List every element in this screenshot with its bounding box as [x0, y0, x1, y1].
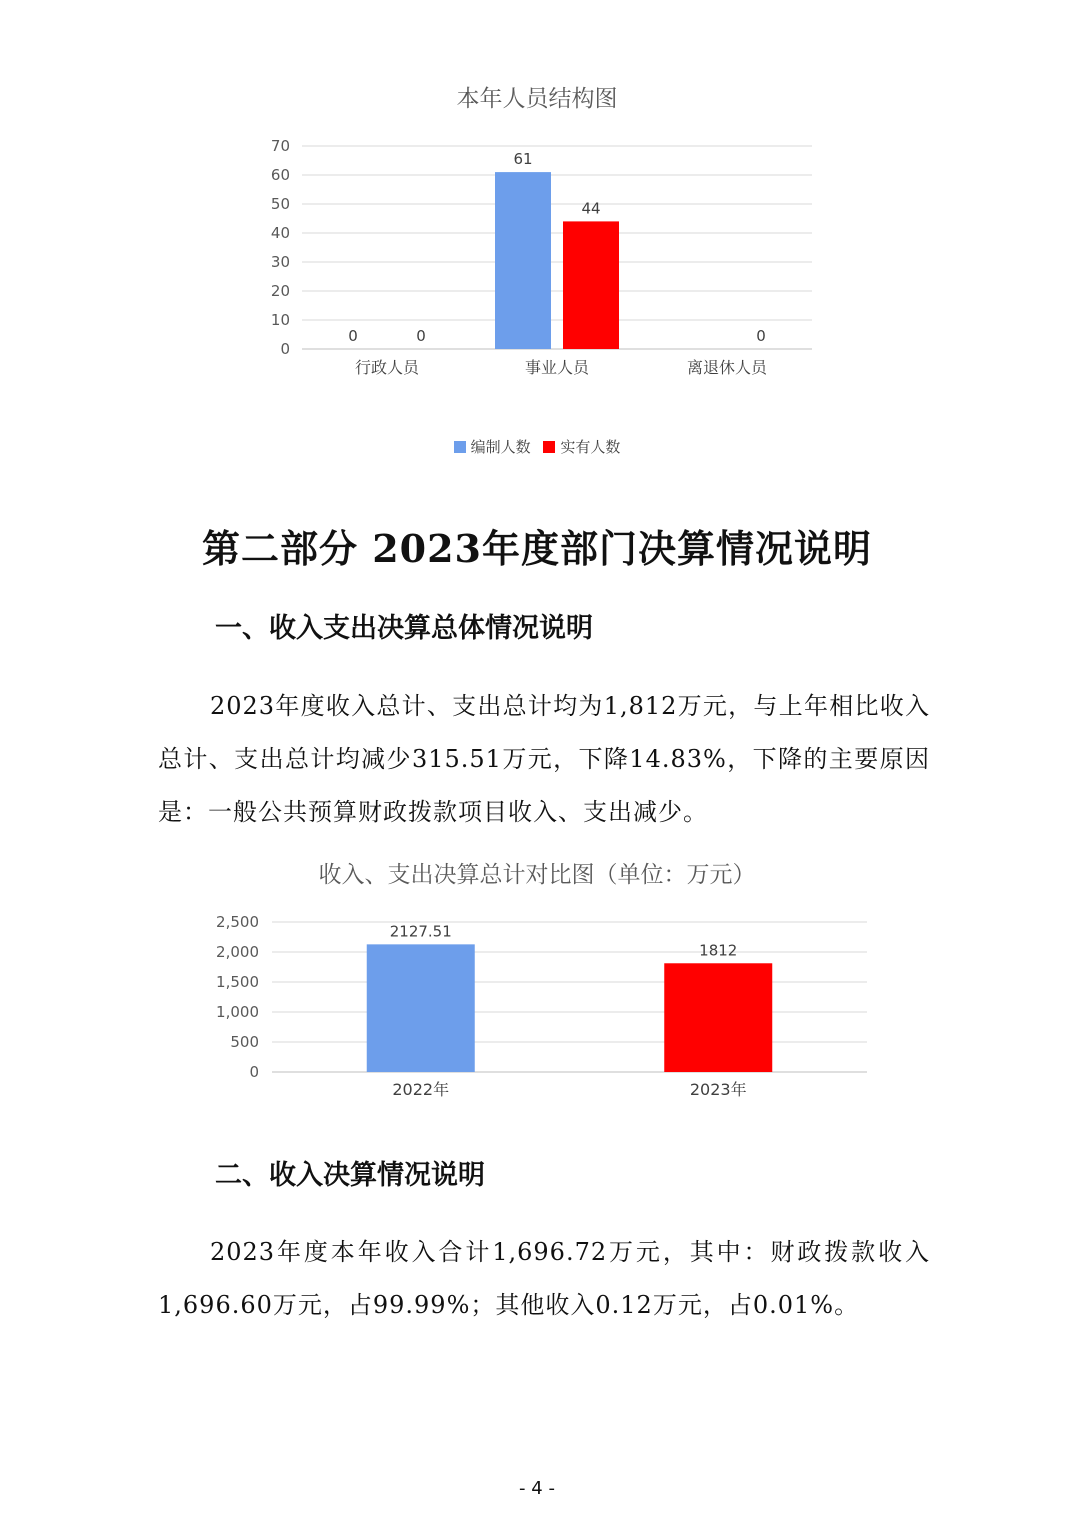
section1-title: 一、收入支出决算总体情况说明	[215, 613, 593, 644]
chart1-bar	[563, 221, 619, 349]
section1-body: 2023年度收入总计、支出总计均为1,812万元，与上年相比收入总计、支出总计均减少315.51万元，下降14.83%，下降的主要原因是：一般公共预算财政拨款项目收入、支出减少。	[158, 692, 930, 826]
chart2-data-label: 2127.51	[389, 922, 452, 941]
chart1-data-label: 0	[416, 327, 426, 345]
chart2-data-label: 1812	[699, 941, 738, 960]
chart1-data-label: 44	[581, 199, 601, 218]
section2-body: 2023年度本年收入合计1,696.72万元，其中：财政拨款收入1,696.60万元，占99.99%；其他收入0.12万元，占0.01%。	[158, 1238, 930, 1319]
chart2-title: 收入、支出决算总计对比图（单位：万元）	[318, 862, 756, 888]
chart1-ytick-label: 0	[280, 340, 290, 358]
chart2-ytick-label: 500	[230, 1033, 259, 1051]
chart2-bar	[367, 944, 475, 1072]
legend-label-authorized: 编制人数	[470, 438, 531, 456]
legend-label-actual: 实有人数	[560, 438, 621, 456]
legend-swatch-authorized	[454, 441, 466, 453]
page-number: - 4 -	[519, 1478, 555, 1499]
legend-swatch-actual	[543, 441, 555, 453]
chart1-xtick-label: 事业人员	[524, 358, 590, 377]
chart1-data-label: 61	[513, 150, 533, 169]
chart1-ytick-label: 10	[270, 311, 290, 329]
chart2-ytick-label: 2,500	[216, 913, 259, 931]
chart1-ytick-label: 60	[270, 166, 290, 184]
chart1-data-label: 0	[756, 327, 766, 345]
chart2-xtick-label: 2023年	[689, 1080, 747, 1099]
chart1-ytick-label: 70	[270, 137, 290, 155]
chart1-ytick-label: 50	[270, 195, 290, 213]
chart1-title: 本年人员结构图	[456, 86, 618, 112]
chart2-ytick-label: 1,000	[216, 1003, 259, 1021]
chart1-xtick-label: 离退休人员	[686, 358, 768, 377]
chart1-ytick-label: 40	[270, 224, 290, 242]
chart2-ytick-label: 1,500	[216, 973, 259, 991]
chart1-data-label: 0	[348, 327, 358, 345]
chart1-ytick-label: 30	[270, 253, 290, 271]
chart2-xtick-label: 2022年	[392, 1080, 450, 1099]
part-heading: 第二部分 2023年度部门决算情况说明	[202, 526, 872, 571]
chart1-personnel-structure	[0, 130, 1074, 390]
chart2-bar	[664, 963, 772, 1072]
legend-item-authorized	[454, 438, 536, 456]
chart1-bar	[495, 172, 551, 349]
chart1-ytick-label: 20	[270, 282, 290, 300]
chart2-income-expense-comparison	[0, 905, 1074, 1110]
legend-item-actual	[543, 438, 620, 456]
section2-title: 二、收入决算情况说明	[215, 1160, 485, 1191]
chart2-ytick-label: 2,000	[216, 943, 259, 961]
chart2-ytick-label: 0	[249, 1063, 259, 1081]
chart1-xtick-label: 行政人员	[354, 358, 420, 377]
chart1-legend	[0, 436, 1074, 457]
